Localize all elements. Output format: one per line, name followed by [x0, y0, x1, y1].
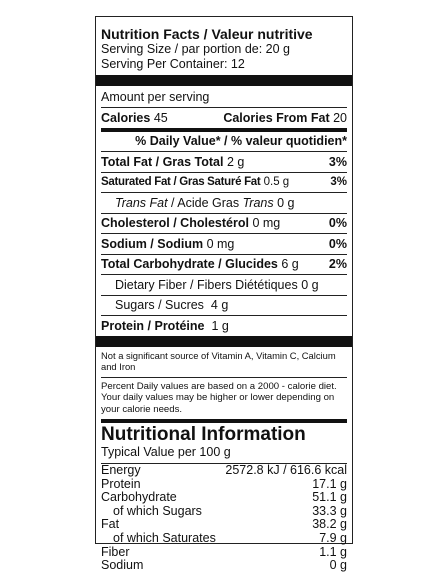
row-name: Sodium: [101, 558, 144, 573]
nutrient-name: Sugars / Sucres: [115, 298, 204, 313]
nutrient-dv: 2%: [328, 257, 347, 272]
row-name: Carbohydrate: [101, 490, 177, 505]
row-value: 7.9 g: [319, 530, 347, 545]
calories-value: 45: [153, 111, 168, 125]
nutrient-dv: 0%: [328, 236, 347, 251]
row-value: 17.1 g: [312, 476, 347, 491]
nutrient-amount: 0 mg: [252, 216, 281, 231]
nutrient-name: Saturated Fat / Gras Saturé Fat: [101, 176, 261, 189]
row-value: 0 g: [329, 558, 347, 573]
nutritional-info-subtitle: Typical Value per 100 g: [101, 445, 231, 459]
divider-medium: [101, 419, 347, 423]
table-row: [101, 532, 347, 546]
table-row: [101, 464, 347, 478]
calories-row: [101, 107, 347, 128]
nutrient-dietary-fiber: [101, 274, 347, 295]
nutrition-label: [95, 16, 353, 573]
nutrient-amount: 0.5 g: [263, 176, 290, 189]
row-name: Energy: [101, 463, 141, 477]
nutrient-name: Total Fat / Gras Total: [101, 154, 224, 169]
daily-value-header: % Daily Value* / % valeur quotidien*: [135, 134, 347, 148]
percent-footnote: Percent Daily values are based on a 2000 - calorie diet. Your daily values may be higher or lower depending on your calorie needs.: [101, 377, 347, 420]
table-row: [101, 478, 347, 492]
nutrient-amount: 1 g: [211, 318, 229, 333]
nutrient-name: Total Carbohydrate / Glucides: [101, 257, 278, 272]
nutrient-entry: [101, 176, 289, 188]
row-name: of which Saturates: [113, 530, 216, 545]
nutritional-values-table: [101, 464, 347, 573]
trans-fat-mid: / Acide Gras: [167, 195, 243, 210]
table-row: [101, 491, 347, 505]
nutrient-dv: 0%: [328, 216, 347, 231]
nutrient-sodium: [101, 233, 347, 254]
row-value: 2572.8 kJ / 616.6 kcal: [225, 463, 347, 477]
divider-bar: [96, 75, 352, 86]
divider-bar: [96, 336, 352, 347]
nutrient-sugars: [101, 295, 347, 316]
nutrient-carbohydrate: [101, 254, 347, 275]
row-value: 38.2 g: [312, 517, 347, 532]
nutrient-trans-fat: [101, 192, 347, 213]
row-name: of which Sugars: [113, 503, 202, 518]
trans-fat-label: Trans Fat: [115, 195, 168, 210]
table-row: [101, 505, 347, 519]
nutrient-dv: 3%: [330, 176, 347, 189]
nutrient-protein: [101, 315, 347, 336]
row-name: Fat: [101, 517, 120, 532]
nutrient-amount: 0 mg: [206, 236, 235, 251]
nutritional-info-title: Nutritional Information: [101, 424, 306, 445]
servings-per-container: Serving Per Container: 12: [101, 57, 245, 71]
nutrient-entry: [101, 155, 244, 169]
nutrient-amount: 4 g: [210, 298, 229, 313]
table-row: [101, 546, 347, 560]
nutrient-saturated-fat: [101, 172, 347, 193]
row-name: Protein: [101, 476, 141, 491]
nutrient-entry: [101, 237, 234, 251]
nutrient-name: Sodium / Sodium: [101, 236, 204, 251]
nutrient-amount: 0 g: [277, 195, 295, 210]
row-value: 33.3 g: [312, 503, 347, 518]
nutrient-cholesterol: [101, 213, 347, 234]
nutrient-name: Dietary Fiber / Fibers Diététiques: [115, 277, 298, 292]
table-row: [101, 559, 347, 573]
calories: [101, 111, 168, 126]
vitamin-note: Not a significant source of Vitamin A, Vitamin C, Calcium and Iron: [101, 349, 336, 372]
table-row: [101, 518, 347, 532]
row-name: Fiber: [101, 544, 130, 559]
amount-per-serving: Amount per serving: [101, 90, 210, 104]
nutrient-entry: [101, 257, 299, 271]
calories-label: Calories: [101, 111, 151, 125]
calories-from-fat-label: Calories From Fat: [223, 111, 330, 125]
calories-from-fat: [223, 111, 347, 126]
nutrient-amount: 0 g: [301, 277, 319, 292]
nutrient-name: Protein / Protéine: [101, 318, 205, 333]
nutrient-entry: [101, 216, 280, 230]
nutrient-name: Cholesterol / Cholestérol: [101, 216, 249, 231]
nutrient-dv: 3%: [328, 154, 347, 169]
trans-fat-label-fr: Trans: [242, 195, 274, 210]
nutrient-amount: 6 g: [281, 257, 299, 272]
label-title: Nutrition Facts / Valeur nutritive: [101, 26, 313, 42]
row-value: 51.1 g: [312, 490, 347, 505]
serving-size: Serving Size / par portion de: 20 g: [101, 42, 291, 56]
nutrient-amount: 2 g: [226, 154, 245, 169]
calories-from-fat-value: 20: [333, 111, 347, 125]
row-value: 1.1 g: [319, 544, 347, 559]
nutrient-total-fat: [101, 151, 347, 172]
